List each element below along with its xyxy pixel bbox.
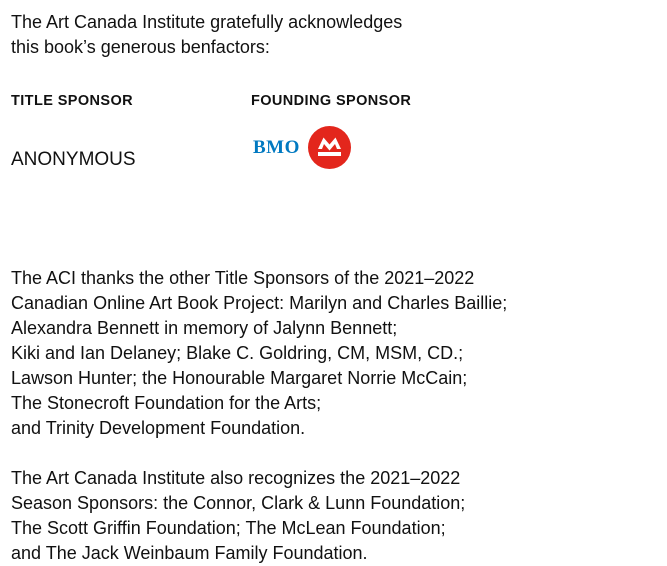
founding-sponsor-column: [251, 91, 412, 158]
season-line: Season Sponsors: the Connor, Clark & Lunn Foundation;: [11, 493, 466, 513]
thanks-line: The ACI thanks the other Title Sponsors of the 2021–2022: [11, 268, 475, 288]
title-sponsor-column: [11, 91, 136, 170]
season-line: The Scott Griffin Foundation; The McLean Foundation;: [11, 518, 446, 538]
intro-line: The Art Canada Institute gratefully acknowledges: [11, 12, 403, 32]
season-line: and The Jack Weinbaum Family Foundation.: [11, 543, 368, 563]
thanks-line: Lawson Hunter; the Honourable Margaret Norrie McCain;: [11, 368, 468, 388]
bmo-logo-text: BMO: [253, 136, 300, 158]
thanks-line: Kiki and Ian Delaney; Blake C. Goldring, CM, MSM, CD.;: [11, 343, 464, 363]
thanks-line: Alexandra Bennett in memory of Jalynn Bennett;: [11, 318, 398, 338]
thanks-line: The Stonecroft Foundation for the Arts;: [11, 393, 322, 413]
season-line: The Art Canada Institute also recognizes the 2021–2022: [11, 468, 461, 488]
season-sponsors-recognition: [11, 466, 661, 566]
thanks-line: and Trinity Development Foundation.: [11, 418, 306, 438]
title-sponsors-thanks: [11, 266, 661, 441]
intro-text: [11, 10, 661, 60]
title-sponsor-heading: TITLE SPONSOR: [11, 93, 134, 109]
title-sponsor-name: ANONYMOUS: [11, 149, 136, 170]
founding-sponsor-heading: FOUNDING SPONSOR: [251, 93, 412, 109]
acknowledgements-page: [11, 10, 661, 566]
intro-line: this book’s generous benfactors:: [11, 37, 270, 57]
sponsor-row: [11, 91, 661, 211]
thanks-line: Canadian Online Art Book Project: Marilyn and Charles Baillie;: [11, 293, 508, 313]
bmo-m-bar-roundel-icon: [308, 126, 351, 169]
bmo-logo: [253, 126, 351, 169]
